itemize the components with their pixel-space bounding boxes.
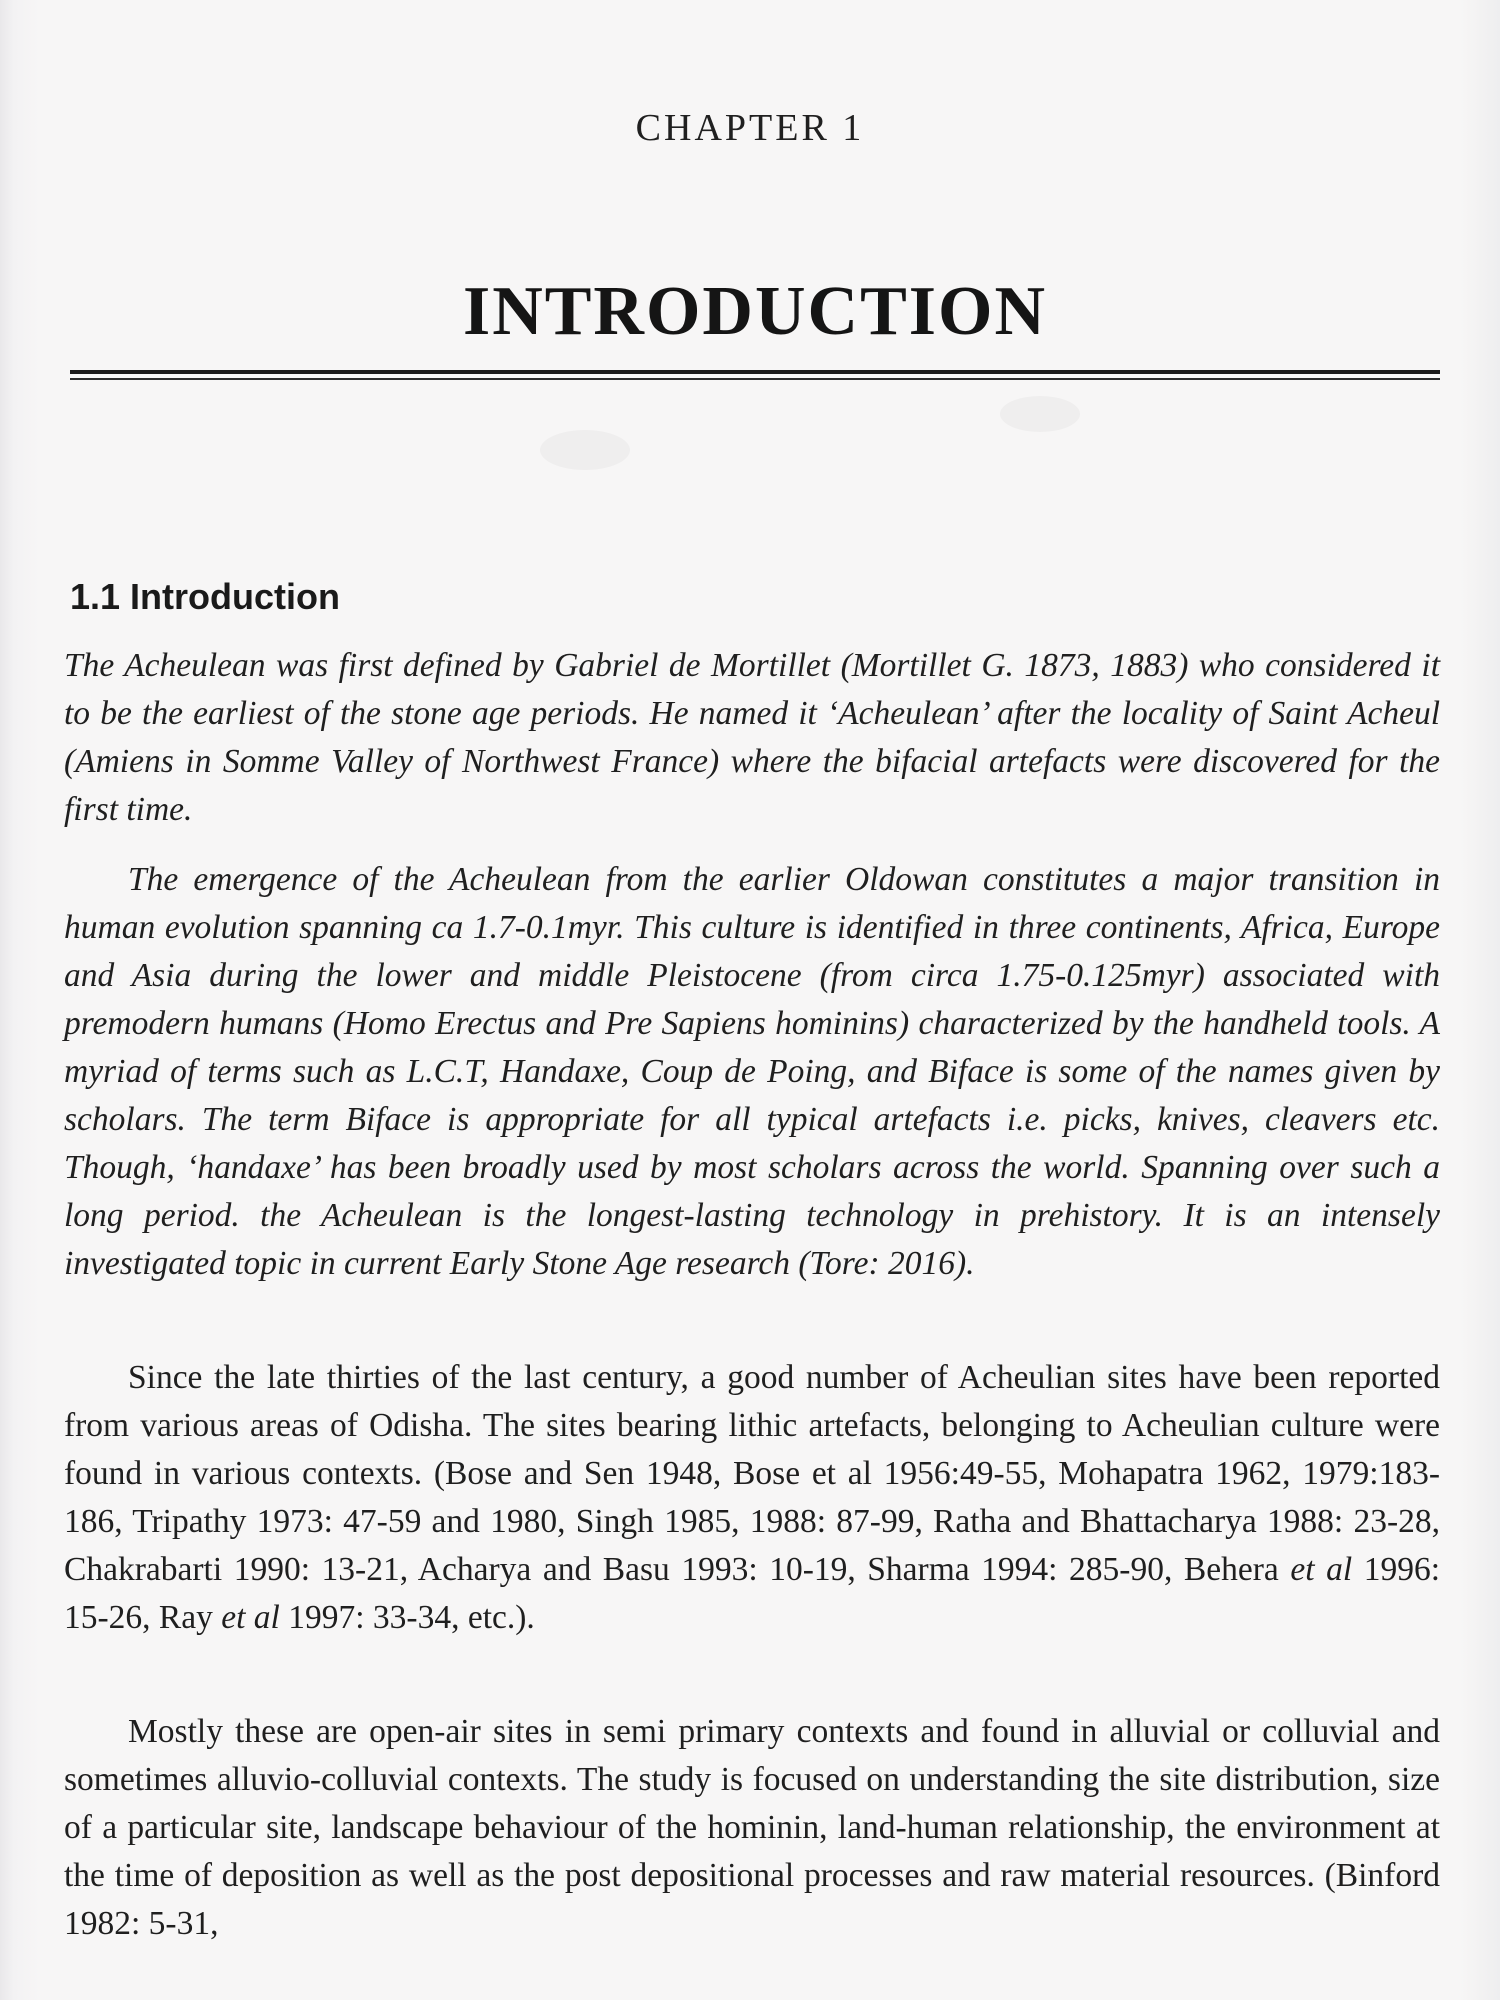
paragraph-3 [64, 1354, 1440, 1642]
title-rule-thick [70, 370, 1440, 374]
paragraph-4: Mostly these are open-air sites in semi primary contexts and found in alluvial or colluvial and sometimes alluvio-colluvial contexts. The study is focused on understanding the site distribution, size of a particular site, landscape behaviour of the hominin, land-human relationship, the environment at the time of deposition as well as the post depositional processes and raw material resources. (Binford 1982: 5-31, [64, 1713, 1440, 1942]
section-heading: 1.1 Introduction [70, 576, 340, 617]
paragraph-3-text-c: 1997: 33-34, etc.). [279, 1599, 535, 1636]
chapter-title: INTRODUCTION [462, 273, 1048, 350]
paragraph-2: The emergence of the Acheulean from the earlier Oldowan constitutes a major transition in human evolution spanning ca 1.7-0.1myr. This culture is identified in three continents, Africa, Europe and Asia during the lower and middle Pleistocene (from circa 1.75-0.125myr) associated with premodern humans (Homo Erectus and Pre Sapiens hominins) characterized by the handheld tools. A myriad of terms such as L.C.T, Handaxe, Coup de Poing, and Biface is some of the names given by scholars. The term Biface is appropriate for all typical artefacts i.e. picks, knives, cleavers etc. Though, ‘handaxe’ has been broadly used by most scholars across the world. Spanning over such a long period. the Acheulean is the longest-lasting technology in prehistory. It is an intensely investigated topic in current Early Stone Age research (Tore: 2016). [64, 861, 1440, 1282]
paper-smudge [1000, 396, 1080, 432]
title-rule-thin [70, 378, 1440, 380]
paragraph-3-text-a: Since the late thirties of the last century, a good number of Acheulian sites have been reported from various areas of Odisha. The sites bearing lithic artefacts, belonging to Acheulian culture were found in various contexts. (Bose and Sen 1948, Bose et al 1956:49-55, Mohapatra 1962, 1979:183-186, Tripathy 1973: 47-59 and 1980, Singh 1985, 1988: 87-99, Ratha and Bhattacharya 1988: 23-28, Chakrabarti 1990: 13-21, Acharya and Basu 1993: 10-19, Sharma 1994: 285-90, Behera [64, 1359, 1440, 1588]
paragraph-1: The Acheulean was first defined by Gabriel de Mortillet (Mortillet G. 1873, 1883) who considered it to be the earliest of the stone age periods. He named it ‘Acheulean’ after the locality of Saint Acheul (Amiens in Somme Valley of Northwest France) where the bifacial artefacts were discovered for the first time. [64, 647, 1440, 828]
paragraph-3-text-b: 1996: 15-26, Ray [64, 1551, 1441, 1636]
paper-smudge [540, 430, 630, 470]
chapter-label: CHAPTER 1 [635, 107, 865, 149]
et-al-italic: et al [221, 1599, 280, 1636]
et-al-italic: et al [1290, 1551, 1353, 1588]
